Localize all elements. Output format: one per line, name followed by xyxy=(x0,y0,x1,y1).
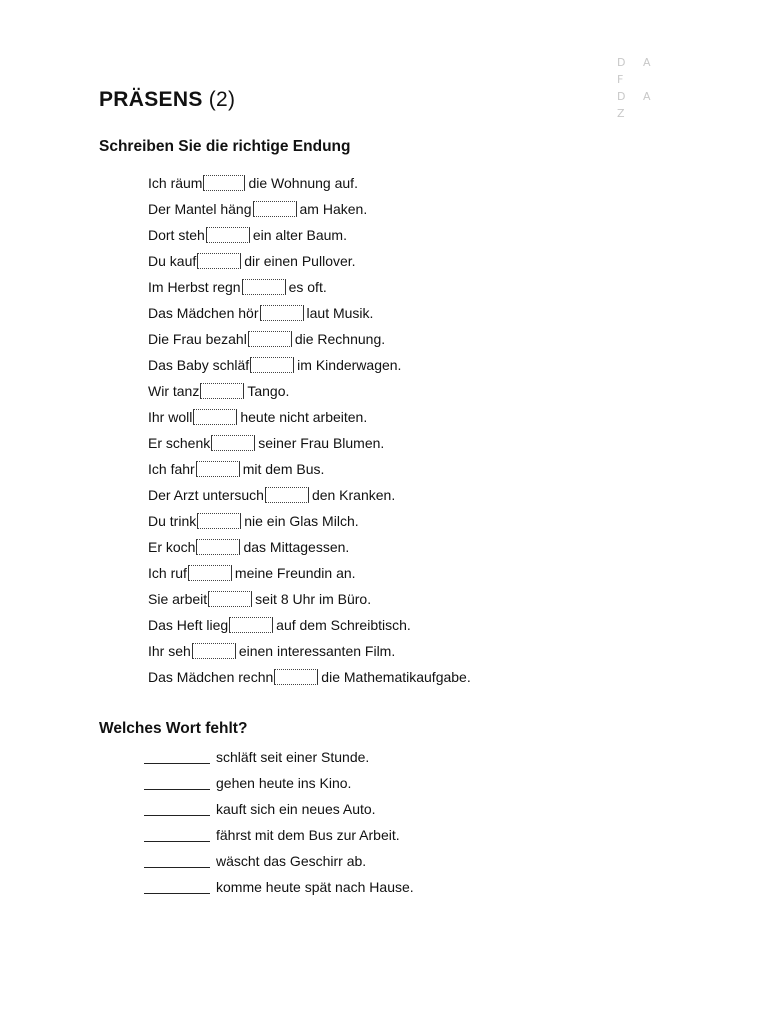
sentence-start: Das Mädchen hör xyxy=(148,305,259,321)
title-main: PRÄSENS xyxy=(99,88,203,111)
item-sentence xyxy=(148,666,471,688)
item-sentence xyxy=(148,484,395,506)
sentence-end: die Rechnung. xyxy=(294,331,386,347)
ending-blank-box[interactable] xyxy=(192,643,236,659)
sentence-start: Er schenk xyxy=(148,435,211,451)
sentence-end: seiner Frau Blumen. xyxy=(258,435,385,451)
sentence-start: Das Heft lieg xyxy=(148,617,229,633)
sentence-start: Ihr woll xyxy=(148,409,193,425)
item-sentence xyxy=(144,876,414,898)
title-suffix: (2) xyxy=(208,88,236,111)
sentence-end: es oft. xyxy=(288,279,327,295)
sentence-end: die Mathematikaufgabe. xyxy=(321,669,471,685)
item-sentence xyxy=(144,798,376,820)
ending-blank-box[interactable] xyxy=(197,513,241,529)
sentence-end: Tango. xyxy=(247,383,290,399)
sentence-end: die Wohnung auf. xyxy=(248,175,358,191)
sentence-start: Ich fahr xyxy=(148,461,195,477)
section-2-heading: Welches Wort fehlt? xyxy=(99,720,248,737)
section-1-heading: Schreiben Sie die richtige Endung xyxy=(99,138,351,155)
item-sentence xyxy=(148,458,324,480)
sentence-start: Sie arbeit xyxy=(148,591,208,607)
sentence-start: Der Arzt untersuch xyxy=(148,487,264,503)
answer-line-blank[interactable] xyxy=(144,802,210,816)
sentence-start: Er koch xyxy=(148,539,196,555)
sentence-end: ein alter Baum. xyxy=(252,227,347,243)
sentence-start: Das Mädchen rechn xyxy=(148,669,274,685)
sentence-end: heute nicht arbeiten. xyxy=(240,409,368,425)
sentence-start: Das Baby schläf xyxy=(148,357,250,373)
item-sentence xyxy=(144,824,400,846)
ending-blank-box[interactable] xyxy=(188,565,232,581)
item-sentence xyxy=(144,746,369,768)
ending-blank-box[interactable] xyxy=(203,175,245,191)
item-sentence xyxy=(148,276,327,298)
item-sentence xyxy=(144,772,351,794)
ending-blank-box[interactable] xyxy=(208,591,252,607)
item-sentence xyxy=(148,536,349,558)
sentence-text: wäscht das Geschirr ab. xyxy=(216,853,367,869)
sentence-end: das Mittagessen. xyxy=(243,539,350,555)
sentence-text: gehen heute ins Kino. xyxy=(216,775,352,791)
sentence-text: fährst mit dem Bus zur Arbeit. xyxy=(216,827,400,843)
sentence-text: kauft sich ein neues Auto. xyxy=(216,801,376,817)
sentence-start: Dort steh xyxy=(148,227,205,243)
item-sentence xyxy=(148,328,385,350)
sentence-start: Du trink xyxy=(148,513,197,529)
item-sentence xyxy=(148,380,289,402)
sentence-end: mit dem Bus. xyxy=(242,461,325,477)
item-sentence xyxy=(148,224,347,246)
item-sentence xyxy=(148,354,401,376)
sentence-end: einen interessanten Film. xyxy=(238,643,396,659)
ending-blank-box[interactable] xyxy=(197,253,241,269)
sentence-text: komme heute spät nach Hause. xyxy=(216,879,414,895)
sentence-start: Im Herbst regn xyxy=(148,279,241,295)
sentence-end: den Kranken. xyxy=(311,487,396,503)
item-sentence xyxy=(148,406,367,428)
ending-blank-box[interactable] xyxy=(274,669,318,685)
item-sentence xyxy=(144,850,366,872)
item-sentence xyxy=(148,432,384,454)
ending-blank-box[interactable] xyxy=(206,227,250,243)
item-sentence xyxy=(148,198,367,220)
item-sentence xyxy=(148,510,359,532)
item-sentence xyxy=(148,172,358,194)
item-sentence xyxy=(148,250,356,272)
item-sentence xyxy=(148,614,411,636)
ending-blank-box[interactable] xyxy=(229,617,273,633)
item-sentence xyxy=(148,640,395,662)
sentence-start: Die Frau bezahl xyxy=(148,331,247,347)
ending-blank-box[interactable] xyxy=(200,383,244,399)
logo-line-1: D A F xyxy=(617,56,658,86)
item-sentence xyxy=(148,588,371,610)
ending-blank-box[interactable] xyxy=(250,357,294,373)
answer-line-blank[interactable] xyxy=(144,750,210,764)
answer-line-blank[interactable] xyxy=(144,854,210,868)
daf-daz-logo xyxy=(617,54,667,122)
sentence-start: Der Mantel häng xyxy=(148,201,252,217)
sentence-end: meine Freundin an. xyxy=(234,565,356,581)
ending-blank-box[interactable] xyxy=(265,487,309,503)
ending-blank-box[interactable] xyxy=(196,539,240,555)
sentence-end: im Kinderwagen. xyxy=(297,357,402,373)
sentence-end: am Haken. xyxy=(299,201,368,217)
sentence-end: nie ein Glas Milch. xyxy=(244,513,359,529)
sentence-start: Du kauf xyxy=(148,253,197,269)
sentence-end: laut Musik. xyxy=(306,305,374,321)
sentence-end: dir einen Pullover. xyxy=(244,253,356,269)
ending-blank-box[interactable] xyxy=(253,201,297,217)
ending-blank-box[interactable] xyxy=(242,279,286,295)
sentence-start: Ihr seh xyxy=(148,643,191,659)
sentence-start: Wir tanz xyxy=(148,383,200,399)
ending-blank-box[interactable] xyxy=(211,435,255,451)
ending-blank-box[interactable] xyxy=(196,461,240,477)
answer-line-blank[interactable] xyxy=(144,880,210,894)
sentence-start: Ich ruf xyxy=(148,565,187,581)
page-title xyxy=(99,88,235,112)
ending-blank-box[interactable] xyxy=(248,331,292,347)
item-sentence xyxy=(148,302,373,324)
ending-blank-box[interactable] xyxy=(260,305,304,321)
answer-line-blank[interactable] xyxy=(144,828,210,842)
logo-line-2: D A Z xyxy=(617,90,658,120)
sentence-text: schläft seit einer Stunde. xyxy=(216,749,370,765)
sentence-start: Ich räum xyxy=(148,175,203,191)
item-sentence xyxy=(148,562,356,584)
sentence-end: seit 8 Uhr im Büro. xyxy=(255,591,372,607)
sentence-end: auf dem Schreibtisch. xyxy=(276,617,411,633)
ending-blank-box[interactable] xyxy=(193,409,237,425)
answer-line-blank[interactable] xyxy=(144,776,210,790)
